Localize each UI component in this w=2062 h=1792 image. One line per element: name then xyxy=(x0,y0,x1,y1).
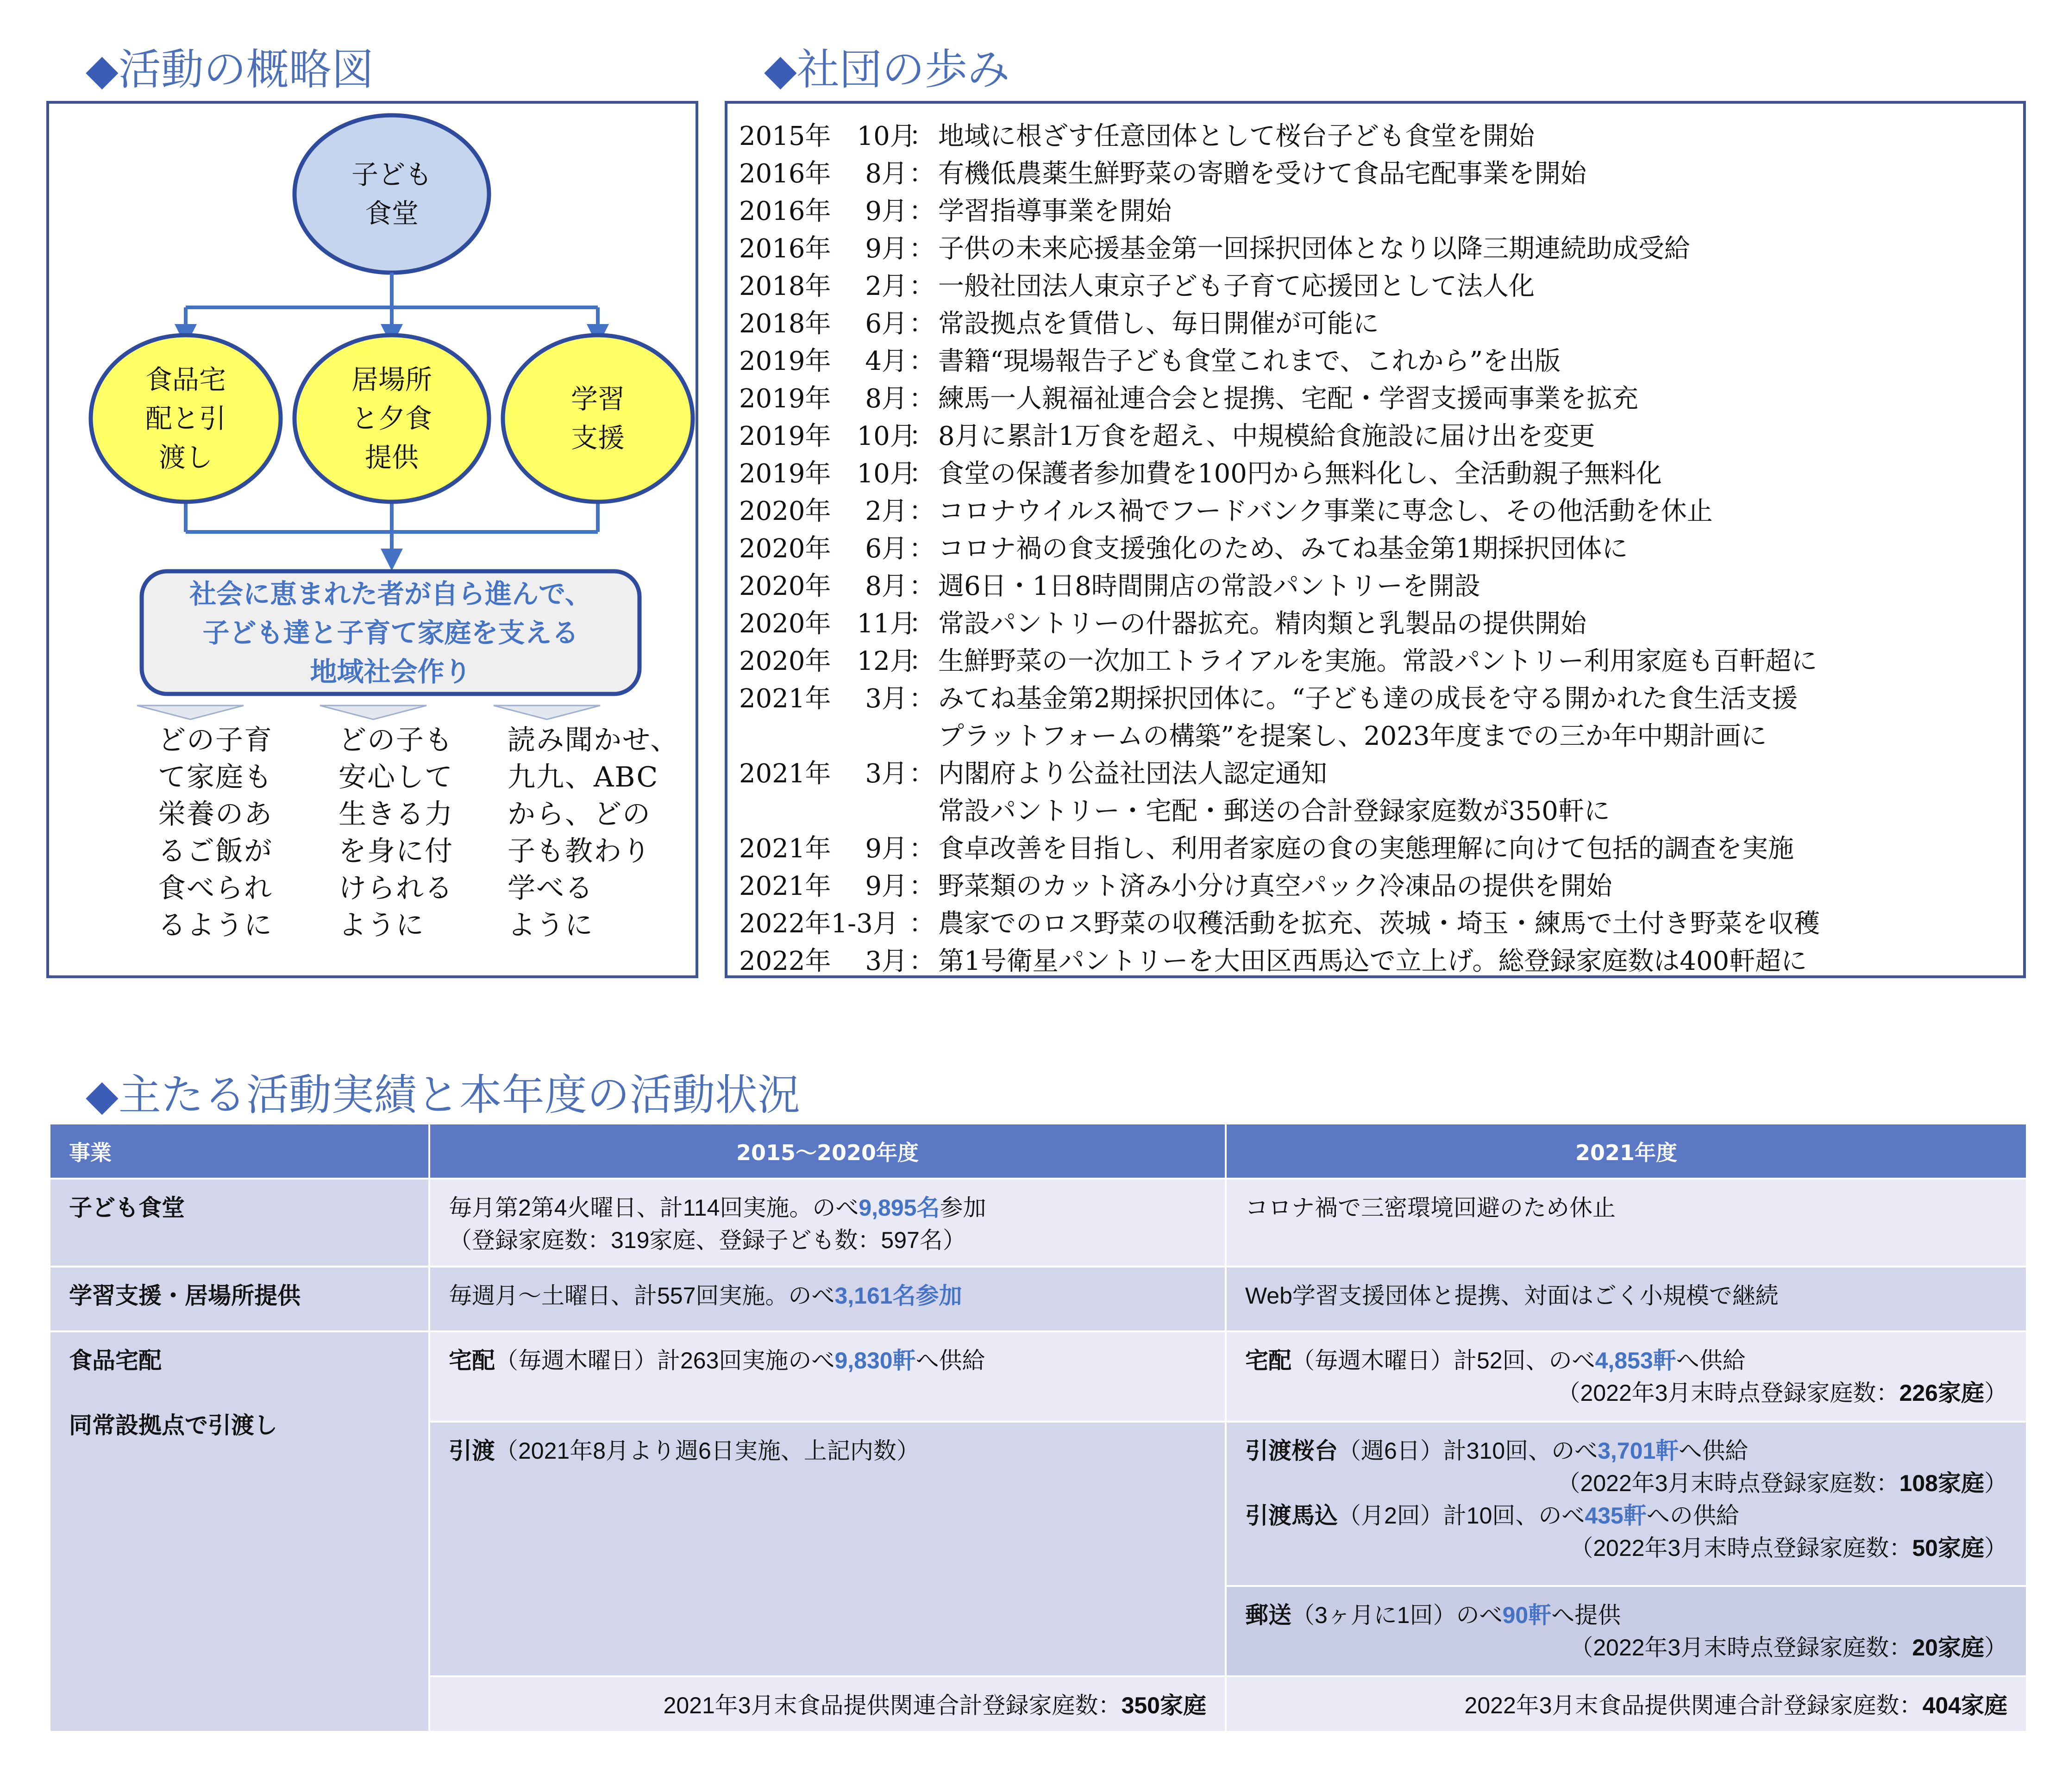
history-text: 生鮮野菜の一次加工トライアルを実施。常設パントリー利用家庭も百軒超に xyxy=(938,646,1818,676)
cell-gakushu-2021: Web学習支援団体と提携、対面はごく小規模で継続 xyxy=(1226,1267,2027,1331)
history-colon: ： xyxy=(909,309,935,339)
history-text: 練馬一人親福祉連合会と提携、宅配・学習支援両事業を拡充 xyxy=(938,384,1638,414)
history-colon: ： xyxy=(909,234,935,264)
history-row xyxy=(739,943,2014,980)
header-business: 事業 xyxy=(50,1124,429,1179)
history-date: 2018年 6月 xyxy=(739,309,908,339)
history-text: 子供の未来応援基金第一回採択団体となり以降三期連続助成受給 xyxy=(938,234,1690,264)
header-2021: 2021年度 xyxy=(1226,1124,2027,1179)
chevrons xyxy=(137,706,600,719)
activity-diagram-panel xyxy=(46,101,698,978)
history-text: 地域に根ざす任意団体として桜台子ども食堂を開始 xyxy=(938,121,1535,151)
history-colon: ： xyxy=(909,346,935,376)
history-row xyxy=(739,605,2014,643)
history-row xyxy=(739,380,2014,418)
history-text: 有機低農薬生鮮野菜の寄贈を受けて食品宅配事業を開始 xyxy=(938,159,1586,189)
history-date: 2021年 9月 xyxy=(739,871,908,901)
cell-kodomo-2021: コロナ禍で三密環境回避のため休止 xyxy=(1226,1179,2027,1267)
history-row xyxy=(739,680,2014,718)
cell-hikiwatashi-2015: 引渡（2021年8月より週6日実施、上記内数） xyxy=(429,1422,1226,1676)
node-delivery-label: 食品宅 配と引 渡し xyxy=(145,364,226,473)
history-date: 2016年 9月 xyxy=(739,196,908,226)
history-colon: ： xyxy=(909,121,935,151)
history-text: 8月に累計1万食を超え、中規模給食施設に届け出を変更 xyxy=(938,421,1595,451)
history-date: 2020年 11月 xyxy=(739,609,916,639)
cell-yuso-2021: 郵送（3ヶ月に1回）のべ90軒へ提供 （2022年3月末時点登録家庭数：20家庭） xyxy=(1226,1586,2027,1676)
diamond-icon: ◆ xyxy=(764,45,797,94)
history-colon: ： xyxy=(909,609,935,639)
history-date: 2020年 2月 xyxy=(739,496,908,526)
history-text: 書籍“現場報告子ども食堂これまで、これから”を出版 xyxy=(938,346,1561,376)
history-row-continuation: 常設パントリー・宅配・郵送の合計登録家庭数が350軒に xyxy=(938,796,1610,826)
node-place-label: 居場所 と夕食 提供 xyxy=(351,364,432,473)
history-row xyxy=(739,830,2014,868)
goal-label: 社会に恵まれた者が自ら進んで、 子ども達と子育て家庭を支える 地域社会作り xyxy=(189,578,592,687)
history-row xyxy=(739,530,2014,568)
cell-kodomo-2015: 毎月第2第4火曜日、計114回実施。のべ9,895名参加 （登録家庭数：319家庭、登録子ども数：597名） xyxy=(429,1179,1226,1267)
row-name-kodomo: 子ども食堂 xyxy=(50,1179,429,1267)
history-row xyxy=(739,455,2014,493)
history-row xyxy=(739,868,2014,905)
history-colon: ： xyxy=(909,946,935,976)
history-date: 2016年 8月 xyxy=(739,159,908,189)
history-colon: ： xyxy=(909,384,935,414)
history-row xyxy=(739,230,2014,268)
root-node-label: 子ども 食堂 xyxy=(351,159,432,229)
header-2015-2020: 2015～2020年度 xyxy=(429,1124,1226,1179)
history-text: 学習指導事業を開始 xyxy=(938,196,1172,226)
history-list xyxy=(739,118,2014,980)
node-learning-label: 学習 支援 xyxy=(570,383,625,454)
history-text: 内閣府より公益社団法人認定通知 xyxy=(938,759,1327,789)
history-colon: ： xyxy=(909,421,935,451)
history-date: 2015年 10月 xyxy=(739,121,916,151)
history-colon: ： xyxy=(909,571,935,601)
cell-takuhai-2021: 宅配（毎週木曜日）計52回、のべ4,853軒へ供給 （2022年3月末時点登録家庭数：226家庭） xyxy=(1226,1331,2027,1422)
row-name-shokuhin: 食品宅配 同常設拠点で引渡し xyxy=(50,1331,429,1732)
history-row xyxy=(739,155,2014,193)
history-date: 2022年1-3月 xyxy=(739,909,899,939)
history-panel xyxy=(725,101,2026,978)
history-row xyxy=(739,268,2014,305)
history-row xyxy=(739,643,2014,680)
cell-hikiwatashi-2021: 引渡桜台（週6日）計310回、のべ3,701軒へ供給 （2022年3月末時点登録家庭数：108家庭） 引渡馬込（月2回）計10回、のべ435軒への供給 （2022年3月末時点登録家庭数：50家庭） xyxy=(1226,1422,2027,1586)
history-text: 農家でのロス野菜の収穫活動を拡充、茨城・埼玉・練馬で土付き野菜を収穫 xyxy=(938,909,1820,939)
history-date: 2019年 8月 xyxy=(739,384,908,414)
history-date: 2021年 9月 xyxy=(739,834,908,864)
history-text: コロナウイルス禍でフードバンク事業に専念し、その他活動を休止 xyxy=(938,496,1713,526)
history-date: 2018年 2月 xyxy=(739,271,908,301)
cell-total-2015: 2021年3月末食品提供関連合計登録家庭数：350家庭 xyxy=(429,1676,1226,1732)
history-date: 2019年 4月 xyxy=(739,346,908,376)
history-row xyxy=(739,905,2014,943)
history-text: 常設拠点を賃借し、毎日開催が可能に xyxy=(938,309,1379,339)
history-row xyxy=(739,493,2014,530)
history-row xyxy=(739,193,2014,230)
diagram-section-title: ◆活動の概略図 xyxy=(86,45,374,94)
table-row xyxy=(50,1267,2027,1331)
history-text: コロナ禍の食支援強化のため、みてね基金第1期採択団体に xyxy=(938,534,1628,564)
history-date: 2020年 6月 xyxy=(739,534,908,564)
history-date: 2022年 3月 xyxy=(739,946,908,976)
row-name-gakushu: 学習支援・居場所提供 xyxy=(50,1267,429,1331)
history-text: みてね基金第2期採択団体に。“子ども達の成長を守る開かれた食生活支援 xyxy=(938,684,1798,714)
history-row xyxy=(739,568,2014,605)
table-row xyxy=(50,1179,2027,1267)
history-text: 食卓改善を目指し、利用者家庭の食の実態理解に向けて包括的調査を実施 xyxy=(938,834,1794,864)
history-colon: ： xyxy=(909,834,935,864)
history-text: 週6日・1日8時間開店の常設パントリーを開設 xyxy=(938,571,1480,601)
history-colon: ： xyxy=(909,534,935,564)
cell-total-2021: 2022年3月末食品提供関連合計登録家庭数：404家庭 xyxy=(1226,1676,2027,1732)
diamond-icon: ◆ xyxy=(86,1070,119,1120)
history-date: 2016年 9月 xyxy=(739,234,908,264)
table-row xyxy=(50,1331,2027,1422)
history-section-title: ◆社団の歩み xyxy=(764,45,1010,94)
history-text: 第1号衛星パントリーを大田区西馬込で立上げ。総登録家庭数は400軒超に xyxy=(938,946,1807,976)
results-section-title: ◆主たる活動実績と本年度の活動状況 xyxy=(86,1070,800,1120)
table-header-row xyxy=(50,1124,2027,1179)
history-date: 2020年 8月 xyxy=(739,571,908,601)
history-colon: ： xyxy=(909,646,935,676)
history-colon: ： xyxy=(909,759,935,789)
history-row-continuation: プラットフォームの構築”を提案し、2023年度までの三か年中期計画に xyxy=(938,721,1767,751)
history-colon: ： xyxy=(909,196,935,226)
goal-column-1: どの子育 て家庭も 栄養のあ るご飯が 食べられ るように xyxy=(158,724,273,942)
goal-column-3: 読み聞かせ、 九九、ABC から、どの 子も教わり 学べる ように xyxy=(508,724,679,942)
history-colon: ： xyxy=(909,159,935,189)
history-text: 野菜類のカット済み小分け真空パック冷凍品の提供を開始 xyxy=(938,871,1612,901)
history-text: 一般社団法人東京子ども子育て応援団として法人化 xyxy=(938,271,1535,301)
history-row xyxy=(739,755,2014,793)
history-row xyxy=(739,418,2014,455)
history-colon: ： xyxy=(909,871,935,901)
cell-gakushu-2015: 毎週月～土曜日、計557回実施。のべ3,161名参加 xyxy=(429,1267,1226,1331)
history-colon: ： xyxy=(909,271,935,301)
history-row xyxy=(739,118,2014,155)
history-row xyxy=(739,343,2014,380)
history-colon: ： xyxy=(909,909,935,939)
history-colon: ： xyxy=(909,496,935,526)
cell-takuhai-2015: 宅配（毎週木曜日）計263回実施のべ9,830軒へ供給 xyxy=(429,1331,1226,1422)
history-date: 2021年 3月 xyxy=(739,684,908,714)
history-row xyxy=(739,305,2014,343)
results-table xyxy=(49,1123,2028,1733)
history-text: 常設パントリーの什器拡充。精肉類と乳製品の提供開始 xyxy=(938,609,1586,639)
history-date: 2021年 3月 xyxy=(739,759,908,789)
diamond-icon: ◆ xyxy=(86,45,119,94)
goal-column-2: どの子も 安心して 生きる力 を身に付 けられる ように xyxy=(338,724,453,942)
history-colon: ： xyxy=(909,459,935,489)
history-date: 2019年 10月 xyxy=(739,421,916,451)
history-colon: ： xyxy=(909,684,935,714)
history-text: 食堂の保護者参加費を100円から無料化し、全活動親子無料化 xyxy=(938,459,1662,489)
history-date: 2020年 12月 xyxy=(739,646,916,676)
history-date: 2019年 10月 xyxy=(739,459,916,489)
